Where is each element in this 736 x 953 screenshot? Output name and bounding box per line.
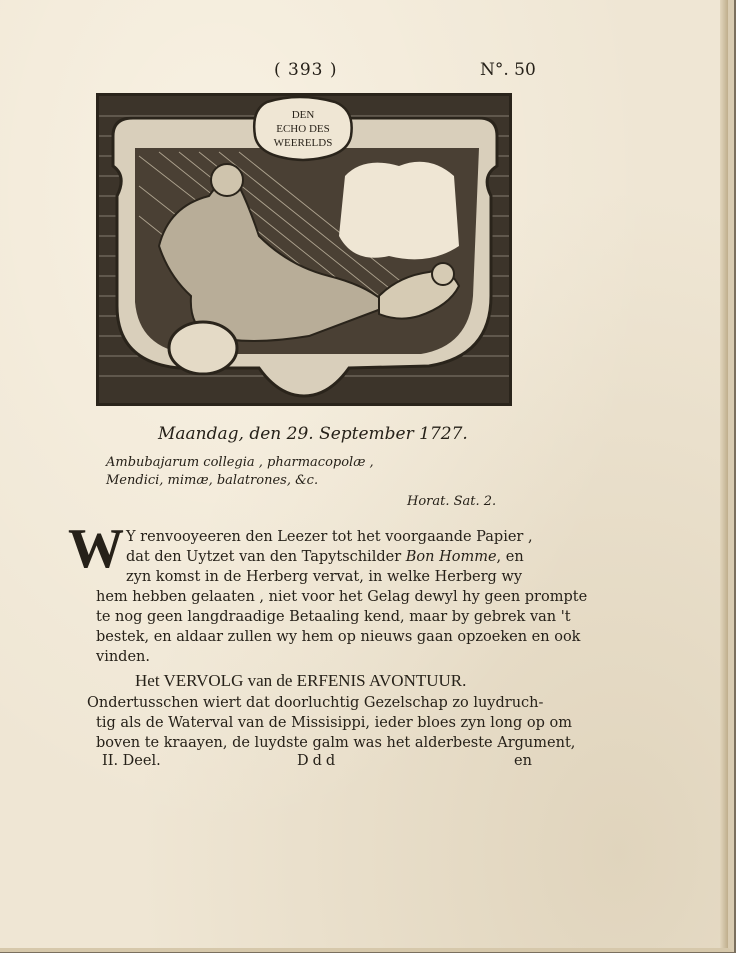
drop-cap: W [68, 518, 120, 580]
section-line-1: Ondertusschen wiert dat doorluchtig Gezelschap zo luydruch- [87, 695, 544, 711]
section-line-2: tig als de Waterval van de Missisippi, ieder bloes zyn long op om [96, 715, 573, 731]
volume-label: II. Deel. [102, 753, 161, 769]
banner-line-2: ECHO DES [276, 123, 330, 135]
body-line-7: vinden. [96, 649, 150, 665]
body-line-4: hem hebben gelaaten , niet voor het Gelag dewyl hy geen prompte [96, 589, 588, 605]
section-line-3: boven te kraayen, de luydste galm was het alderbeste Argument, [96, 735, 576, 751]
woodcut-illustration [99, 96, 509, 403]
signature-mark: Ddd [297, 753, 340, 769]
body-line-5: te nog geen langdraadige Betaaling kend, maar by gebrek van 't [96, 609, 571, 625]
dateline: Maandag, den 29. September 1727. [158, 424, 468, 444]
body-line-2-start: dat den Uytzet van den Tapytschilder [126, 549, 406, 565]
epigraph-source: Horat. Sat. 2. [407, 494, 497, 509]
body-line-2-end: , en [496, 549, 524, 565]
body-line-6: bestek, en aldaar zullen wy hem op nieuws gaan opzoeken en ook [96, 629, 581, 645]
catchword: en [514, 753, 532, 769]
issue-number: N°. 50 [480, 60, 536, 80]
painter-name: Bon Homme [405, 549, 497, 565]
banner-line-1: DEN [291, 109, 315, 121]
woodcut-vignette [96, 93, 512, 406]
body-line-1: Y renvooyeeren den Leezer tot het voorgaande Papier , [126, 529, 533, 545]
epigraph-line-1: Ambubajarum collegia , pharmacopolæ , [106, 455, 374, 470]
body-line-3: zyn komst in de Herberg vervat, in welke Herberg wy [126, 569, 523, 585]
section-title: Het VERVOLG van de ERFENIS AVONTUUR. [135, 671, 467, 690]
page-number: ( 393 ) [274, 60, 338, 80]
banner-line-3: WEERELDS [273, 137, 333, 149]
page-edge [720, 0, 728, 948]
epigraph-line-2: Mendici, mimæ, balatrones, &c. [106, 473, 319, 488]
body-line-2 [126, 549, 524, 565]
